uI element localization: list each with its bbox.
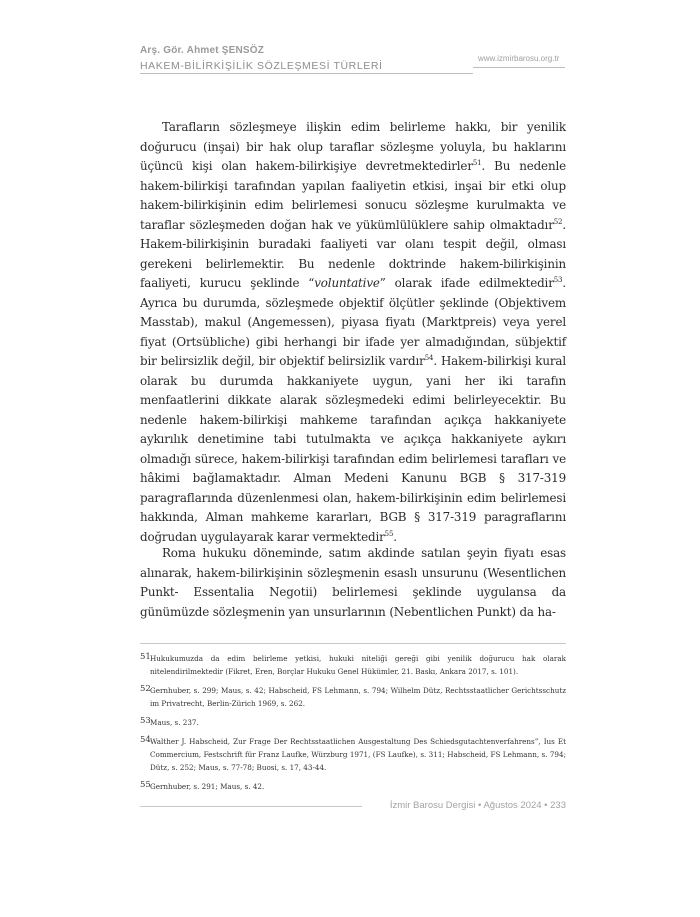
footnote-ref-52[interactable]: 52 — [553, 217, 563, 226]
footnote-ref-54[interactable]: 54 — [424, 354, 434, 362]
header-section-title: HAKEM-BİLİRKİŞİLİK SÖZLEŞMESİ TÜRLERİ — [140, 60, 383, 72]
footnote-52: 52 Gernhuber, s. 299; Maus, s. 42; Habscheid, FS Lehmann, s. 794; Wilhelm Dütz, Rechtsstaatlicher Gerichtsschutz im Privatrecht, Berlin-Zürich 1969, s. 262. — [140, 684, 566, 708]
footnotes — [140, 652, 566, 799]
footnote-54: 54 Walther J. Habscheid, Zur Frage Der Rechtsstaatlichen Ausgestaltung Des Schiedsgutachtenverfahrens”, Ius Et Commercium, Festschrift für Franz Laufke, Würzburg 1971, (FS Laufke), s. 311; Habscheid, FS Lehmann, s. 794; Dütz, s. 252; Maus, s. 77-78; Buosi, s. 17, 43-44. — [140, 735, 566, 772]
footer-divider — [140, 806, 362, 807]
footnote-ref-53[interactable]: 53 — [553, 276, 563, 284]
footnote-divider — [140, 643, 566, 644]
footnote-51: 51 Hukukumuzda da edim belirleme yetkisi, hukuki niteliği gereği gibi yenilik doğurucu hak olarak nitelendirilmektedir (Fikret, Eren, Borçlar Hukuku Genel Hükümler, 21. Baskı, Ankara 2017, s. 101). — [140, 652, 566, 676]
footnote-ref-51[interactable]: 51 — [472, 159, 482, 167]
header-divider — [140, 73, 473, 74]
header-url-link[interactable]: www.izmirbarosu.org.tr — [478, 54, 560, 63]
italic-term: voluntative — [314, 276, 380, 290]
footnote-ref-55[interactable]: 55 — [384, 529, 394, 538]
footnote-55: 55 Gernhuber, s. 291; Maus, s. 42. — [140, 780, 265, 791]
footer-journal-page: İzmir Barosu Dergisi • Ağustos 2024 • 233 — [389, 800, 566, 811]
header-author: Arş. Gör. Ahmet ŞENSÖZ — [140, 45, 265, 56]
body-paragraph-2: Roma hukuku döneminde, satım akdinde satılan şeyin fiyatı esas alınarak, hakem-bilirkişinin sözleşmenin esaslı unsurunu (Wesentlichen Punkt- Essentalia Negotii) belirlemesi şeklinde uygulansa da günümüzde sözleşmenin yan unsurlarının (Nebentlichen Punkt) da ha- — [140, 546, 566, 619]
footnote-53: 53 Maus, s. 237. — [140, 716, 199, 727]
header-divider-right — [473, 67, 565, 68]
body-paragraph-1: Tarafların sözleşmeye ilişkin edim belirleme hakkı, bir yenilik doğurucu (inşai) bir hak olup taraflar sözleşme yoluyla, bu haklarını üçüncü kişi olan hakem-bilirkişiye devretmektedirler$^{51}$. Bu nedenle hakem-bilirkişi tarafından yapılan faaliyetin etkisi, inşai bir etki olup hakem-bilirkişinin edim belirlemesi sonucu sözleşme kurulmakta ve taraflar sözleşmeden doğan hak ve yükümlülüklere sahip olmaktadır$^{52}$. Hakem-bilirkişinin buradaki faaliyeti var olanı tespit değil, olması gerekeni belirlemektir. Bu nedenle doktrinde hakem-bilirkişinin faaliyeti, kurucu şeklinde “voluntative” olarak ifade edilmektedir$^{53}$. Ayrıca bu durumda, sözleşmede objektif ölçütler şeklinde (Objektivem Masstab), makul (Angemessen), piyasa fiyatı (Marktpreis) veya yerel fiyat (Ortsübliche) gibi herhangi bir ifade yer almadığından, sübjektif bir belirsizlik değil, bir objektif belirsizlik vardır$^{54}$. Hakem-bilirkişi kural olarak bu durumda hakkaniyete uygun, yani her iki tarafın menfaatlerini dikkate alarak sözleşmedeki edimi belirleyecektir. Bu nedenle hakem-bilirkişi mahkeme tarafından açıkça hakkaniyete aykırılık denetimine tabi tutulmakta ve açıkça hakkaniyete aykırı olmadığı sürece, hakem-bilirkişi tarafından edim belirlemesi tarafları ve hâkimi bağlamaktadır. Alman Medeni Kanunu BGB § 317-319 paragraflarında düzenlenmesi olan, hakem-bilirkişinin edim belirlemesi hakkında, Alman mahkeme kararları, BGB § 317-319 paragraflarını doğrudan uygulayarak karar vermektedir$^{55}$. — [140, 120, 566, 544]
